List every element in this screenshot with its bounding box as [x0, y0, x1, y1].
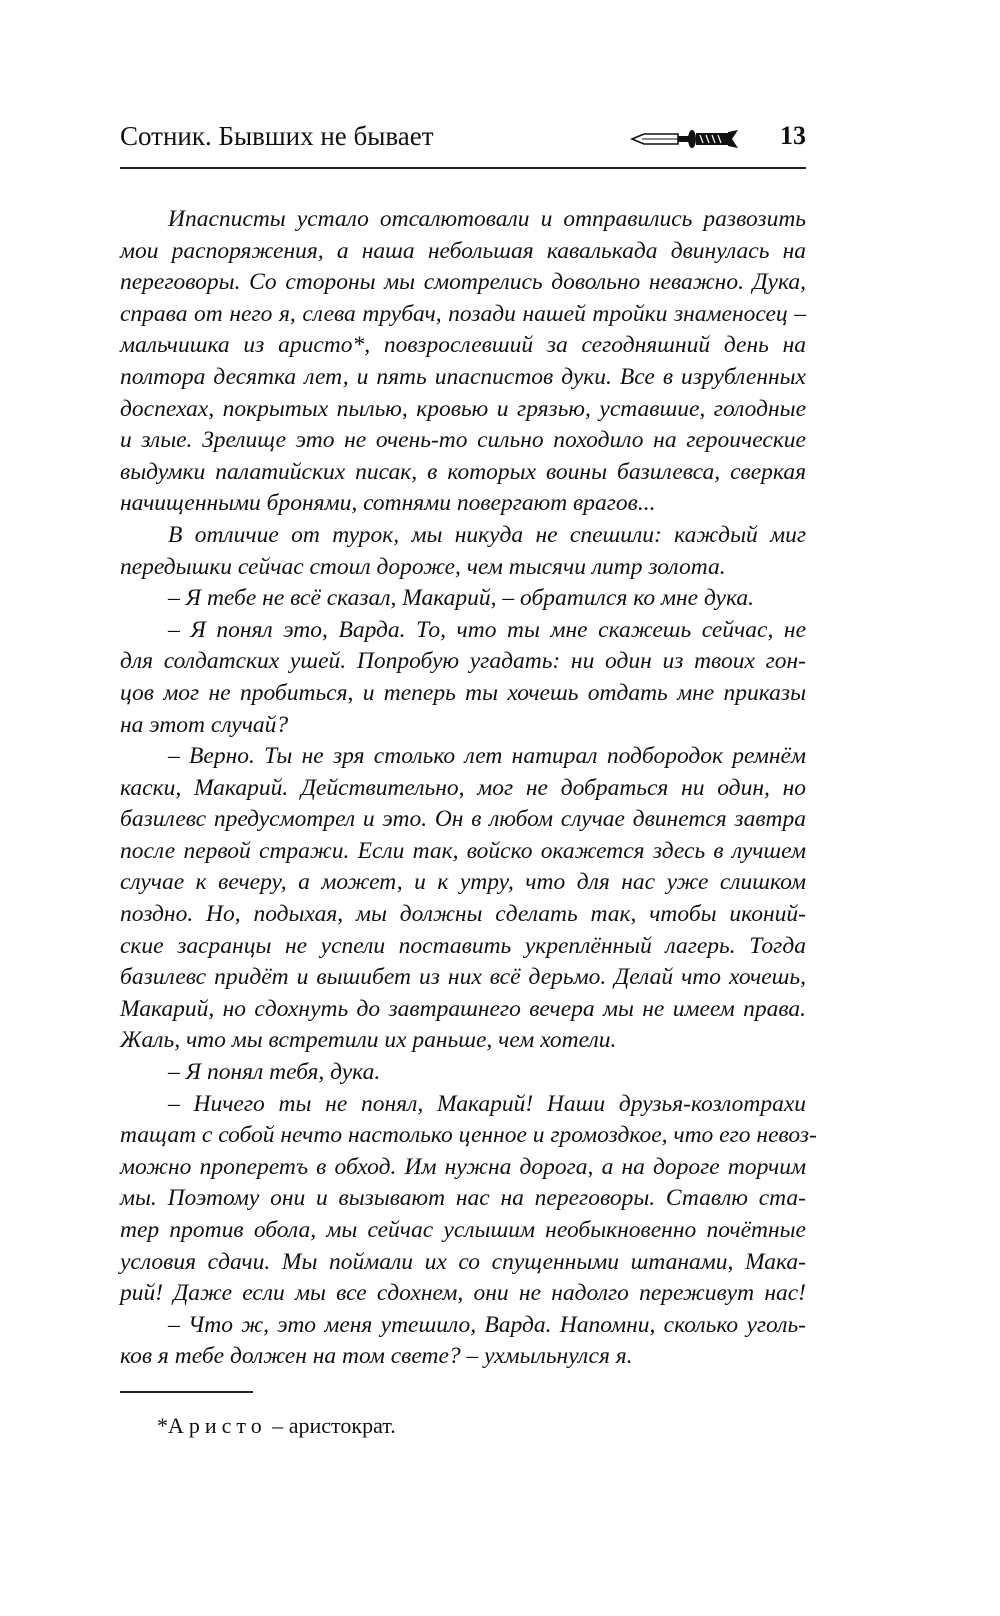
text-line: рий! Даже если мы все сдохнем, они не надолго переживут нас! [120, 1280, 806, 1307]
text-line: выдумки палатийских писак, в которых воины базилевса, сверкая [120, 458, 806, 485]
text-line: ков я тебе должен на том свете? – ухмыльнулся я. [120, 1343, 633, 1370]
text-line: справа от него я, слева трубач, позади нашей тройки знаменосец – [120, 300, 806, 327]
text-line: – Что ж, это меня утешило, Варда. Напомни, сколько уголь- [168, 1311, 806, 1338]
text-line: базилевс придёт и вышибет из них всё дерьмо. Делай что хочешь, [120, 964, 806, 991]
footnote-term: Аристо [168, 1413, 267, 1438]
text-line: полтора десятка лет, и пять ипаспистов дуки. Все в изрубленных [120, 363, 806, 390]
text-line: передышки сейчас стоил дороже, чем тысячи литр золота. [120, 553, 726, 580]
text-line: В отличие от турок, мы никуда не спешили: каждый миг [168, 521, 806, 548]
text-line: для солдатских ушей. Попробую угадать: ни один из твоих гон- [120, 648, 806, 675]
text-line: случае к вечеру, а может, и к утру, что для нас уже слишком [120, 869, 806, 896]
footnote [157, 1413, 396, 1439]
text-line: цов мог не пробиться, и теперь ты хочешь отдать мне приказы [120, 679, 806, 706]
text-line: – Я тебе не всё сказал, Макарий, – обратился ко мне дука. [168, 585, 754, 612]
running-title: Сотник. Бывших не бывает [120, 121, 434, 151]
text-line: после первой стражи. Если так, войско окажется здесь в лучшем [120, 837, 806, 864]
text-line: тащат с собой нечто настолько ценное и громоздкое, что его невоз- [120, 1122, 817, 1149]
text-line: переговоры. Со стороны мы смотрелись довольно неважно. Дука, [120, 269, 806, 296]
text-line: можно проперетъ в обход. Им нужна дорога, а на дороге торчим [120, 1153, 806, 1180]
page-number: 13 [780, 121, 806, 150]
body-text [120, 204, 817, 1373]
text-line: мы. Поэтому они и вызывают нас на переговоры. Ставлю ста- [120, 1185, 806, 1212]
text-line: ские засранцы не успели поставить укреплённый лагерь. Тогда [120, 932, 806, 959]
footnote-rule [120, 1391, 253, 1393]
text-line: на этот случай? [120, 711, 289, 738]
text-line: Макарий, но сдохнуть до завтрашнего вечера мы не имеем права. [120, 995, 806, 1022]
text-line: каски, Макарий. Действительно, мог не добраться ни один, но [120, 774, 806, 801]
dagger-icon [630, 126, 740, 152]
text-line: мои распоряжения, а наша небольшая кавалькада двинулась на [120, 237, 806, 264]
text-line: условия сдачи. Мы поймали их со спущенными штанами, Мака- [120, 1248, 806, 1275]
text-line: мальчишка из аристо*, повзрослевший за сегодняшний день на [120, 332, 806, 359]
text-line: – Ничего ты не понял, Макарий! Наши друзья-козлотрахи [168, 1090, 806, 1117]
text-line: доспехах, покрытых пылью, кровью и грязью, уставшие, голодные [120, 395, 806, 422]
footnote-marker: * [157, 1413, 168, 1438]
text-line: и злые. Зрелище это не очень-то сильно походило на героические [120, 427, 806, 454]
text-line: базилевс предусмотрел и это. Он в любом случае двинется завтра [120, 806, 806, 833]
text-line: Жаль, что мы встретили их раньше, чем хотели. [120, 1027, 617, 1054]
text-line: – Я понял тебя, дука. [168, 1059, 381, 1086]
text-line: начищенными бронями, сотнями повергают врагов... [120, 490, 656, 517]
text-line: Ипасписты устало отсалютовали и отправились развозить [168, 206, 806, 232]
text-line: – Верно. Ты не зря столько лет натирал подбородок ремнём [168, 743, 806, 770]
header-rule [120, 167, 806, 169]
footnote-definition: – аристократ. [272, 1413, 396, 1438]
text-line: тер против обола, мы сейчас услышим необыкновенно почётные [120, 1217, 806, 1243]
text-line: поздно. Но, подыхая, мы должны сделать так, чтобы иконий- [120, 901, 806, 928]
text-line: – Я понял это, Варда. То, что ты мне скажешь сейчас, не [168, 616, 806, 643]
